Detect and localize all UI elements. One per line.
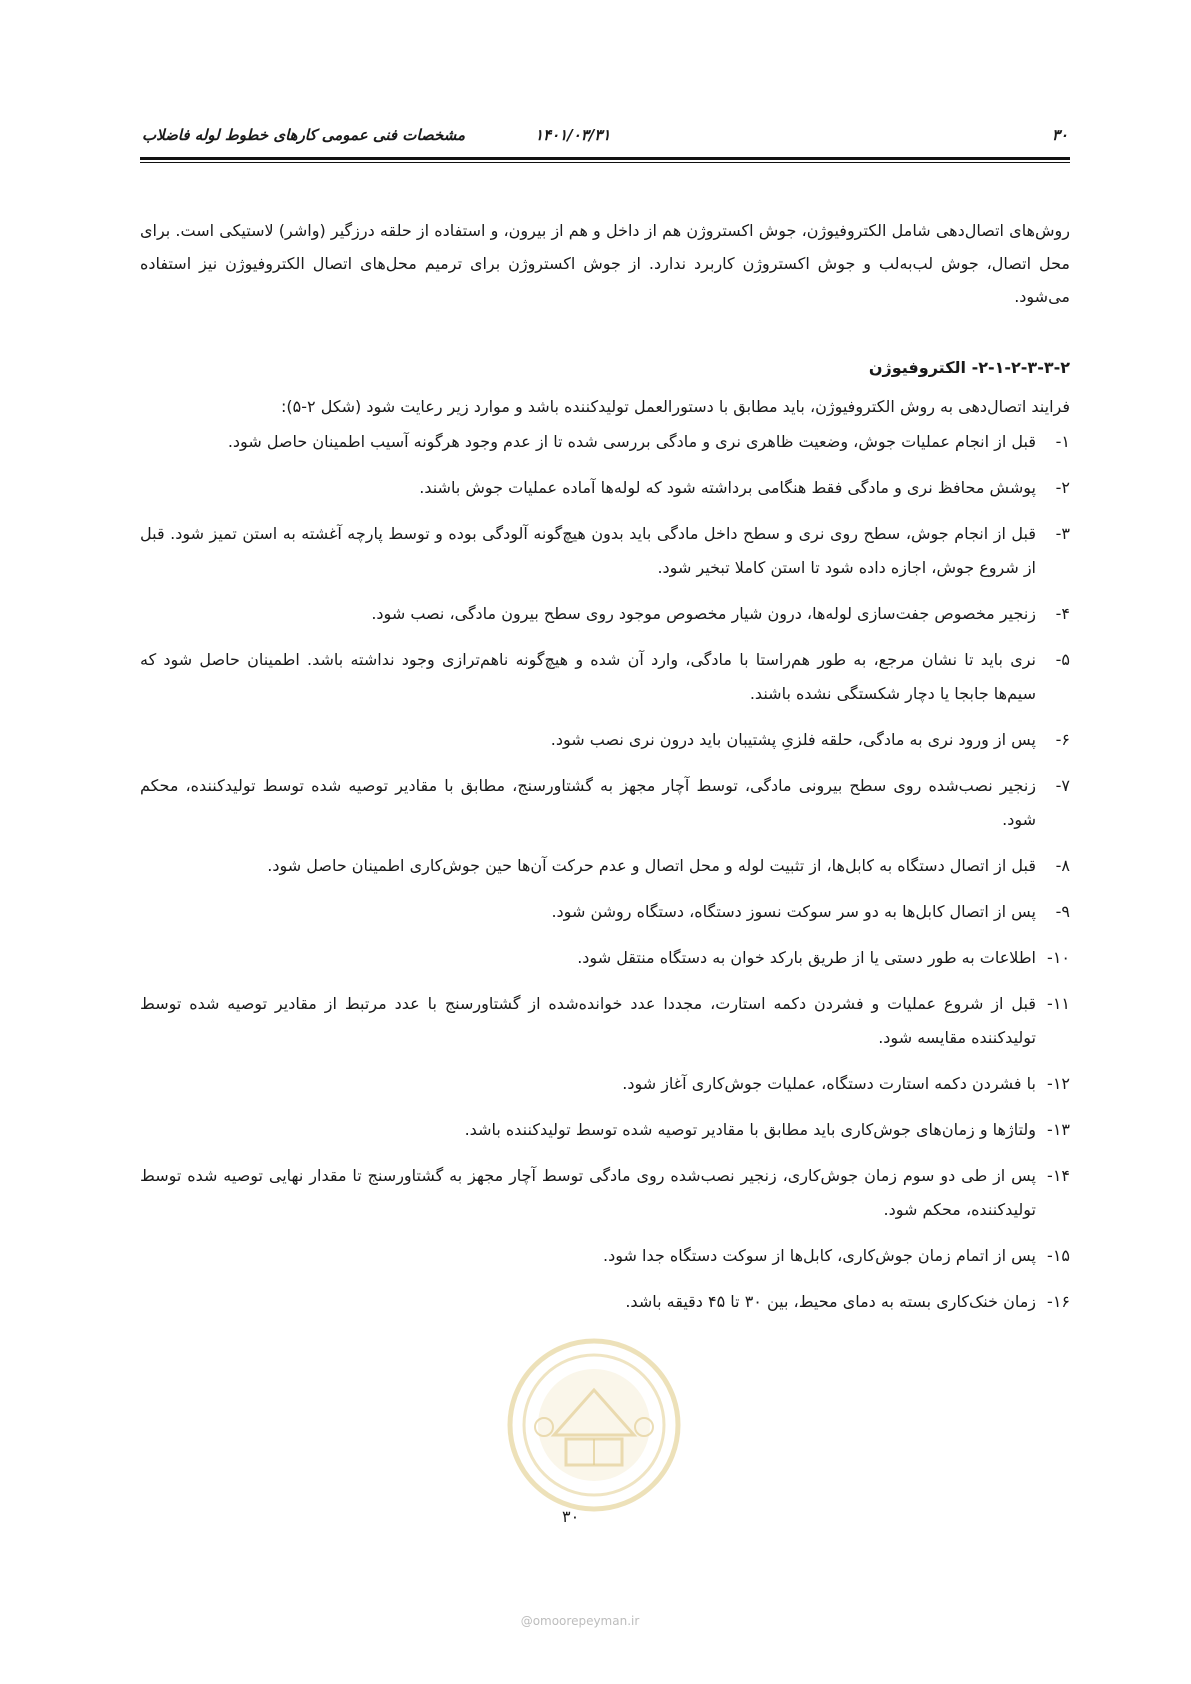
footer-watermark: @omoorepeyman.ir bbox=[520, 1614, 640, 1628]
list-item-text: قبل از شروع عملیات و فشردن دکمه استارت، مجددا عدد خوانده‌شده از گشتاورسنج با عدد مرتبط از مقادیر توصیه شده توسط تولیدکننده مقایسه شود. bbox=[140, 994, 1036, 1047]
list-item-number: ۱- bbox=[1055, 432, 1070, 451]
list-item-number: ۹- bbox=[1055, 902, 1070, 921]
list-item-text: نری باید تا نشان مرجع، به طور هم‌راستا با مادگی، وارد آن شده و هیچ‌گونه ناهم‌ترازی وجود نداشته باشد. اطمینان حاصل شود که سیم‌ها جابجا یا دچار شکستگی نشده باشند. bbox=[140, 650, 1036, 703]
list-item-text: زنجیر نصب‌شده روی سطح بیرونی مادگی، توسط آچار مجهز به گشتاورسنج، مطابق با مقادیر توصیه شده توسط تولیدکننده، محکم شود. bbox=[140, 776, 1036, 829]
list-item-number: ۱۳- bbox=[1047, 1120, 1070, 1139]
list-item-text: پس از ورود نری به مادگی، حلقه فلزیِ پشتیبان باید درون نری نصب شود. bbox=[550, 730, 1036, 749]
document-body bbox=[140, 214, 1070, 1331]
list-item-text: ولتاژها و زمان‌های جوش‌کاری باید مطابق با مقادیر توصیه شده توسط تولیدکننده باشد. bbox=[464, 1120, 1036, 1139]
list-item-text: قبل از انجام جوش، سطح روی نری و سطح داخل مادگی باید بدون هیچ‌گونه آلودگی بوده و توسط پارچه آغشته به استن تمیز شود. قبل از شروع جوش، اجازه داده شود تا استن کاملا تبخیر شود. bbox=[140, 524, 1036, 577]
list-item-number: ۲- bbox=[1055, 478, 1070, 497]
list-item-number: ۱۱- bbox=[1047, 994, 1070, 1013]
list-item-number: ۱۶- bbox=[1047, 1292, 1070, 1311]
list-item-number: ۳- bbox=[1055, 524, 1070, 543]
page-header bbox=[140, 120, 1070, 150]
header-page-number: ۳۰ bbox=[1051, 126, 1068, 144]
page-number: ۳۰ bbox=[562, 1507, 580, 1526]
list-item bbox=[140, 987, 1070, 1055]
header-date: ۱۴۰۱/۰۳/۳۱ bbox=[535, 126, 611, 144]
section-heading: ۲-۱-۲-۳-۳-۲- الکتروفیوژن bbox=[868, 358, 1070, 377]
requirements-list bbox=[140, 425, 1070, 1319]
list-item-number: ۱۲- bbox=[1047, 1074, 1070, 1093]
list-item-text: زنجیر مخصوص جفت‌سازی لوله‌ها، درون شیار مخصوص موجود روی سطح بیرون مادگی، نصب شود. bbox=[371, 604, 1036, 623]
list-item-number: ۱۴- bbox=[1047, 1166, 1070, 1185]
list-item-text: پس از طی دو سوم زمان جوش‌کاری، زنجیر نصب‌شده روی مادگی توسط آچار مجهز به گشتاورسنج تا مقدار نهایی توصیه شده توسط تولیدکننده، محکم شود. bbox=[140, 1166, 1036, 1219]
intro-paragraph: روش‌های اتصال‌دهی شامل الکتروفیوژن، جوش اکستروژن هم از داخل و هم از بیرون، و استفاده از حلقه درزگیر (واشر) لاستیکی است. برای محل اتصال، جوش لب‌به‌لب و جوش اکستروژن کاربرد ندارد. از جوش اکستروژن برای ترمیم محل‌های اتصال الکتروفیوژن نیز استفاده می‌شود. bbox=[140, 221, 1070, 306]
list-item-text: پس از اتصال کابل‌ها به دو سر سوکت نسوز دستگاه، دستگاه روشن شود. bbox=[551, 902, 1036, 921]
list-item bbox=[140, 941, 1070, 975]
list-item bbox=[140, 1239, 1070, 1273]
header-rule-thick bbox=[140, 157, 1070, 160]
list-item bbox=[140, 849, 1070, 883]
list-item bbox=[140, 471, 1070, 505]
list-item bbox=[140, 895, 1070, 929]
list-item bbox=[140, 643, 1070, 711]
list-item bbox=[140, 1159, 1070, 1227]
list-item-number: ۱۵- bbox=[1047, 1246, 1070, 1265]
list-item-number: ۴- bbox=[1055, 604, 1070, 623]
list-item-text: قبل از اتصال دستگاه به کابل‌ها، از تثبیت لوله و محل اتصال و عدم حرکت آن‌ها حین جوش‌کاری اطمینان حاصل شود. bbox=[267, 856, 1036, 875]
watermark-seal bbox=[504, 1335, 684, 1515]
list-item bbox=[140, 597, 1070, 631]
header-title: مشخصات فنی عمومی کارهای خطوط لوله فاضلاب bbox=[142, 126, 466, 144]
list-item bbox=[140, 425, 1070, 459]
list-item bbox=[140, 1067, 1070, 1101]
list-item-number: ۷- bbox=[1055, 776, 1070, 795]
list-item bbox=[140, 723, 1070, 757]
list-item bbox=[140, 517, 1070, 585]
list-item-text: با فشردن دکمه استارت دستگاه، عملیات جوش‌کاری آغاز شود. bbox=[622, 1074, 1036, 1093]
list-item bbox=[140, 769, 1070, 837]
list-item bbox=[140, 1285, 1070, 1319]
list-item bbox=[140, 1113, 1070, 1147]
section-intro: فرایند اتصال‌دهی به روش الکتروفیوژن، باید مطابق با دستورالعمل تولیدکننده باشد و موارد زیر رعایت شود (شکل ۲-۵): bbox=[281, 397, 1070, 416]
list-item-number: ۱۰- bbox=[1047, 948, 1070, 967]
header-rule-thin bbox=[140, 162, 1070, 163]
list-item-text: پس از اتمام زمان جوش‌کاری، کابل‌ها از سوکت دستگاه جدا شود. bbox=[603, 1246, 1036, 1265]
list-item-number: ۵- bbox=[1055, 650, 1070, 669]
list-item-number: ۸- bbox=[1055, 856, 1070, 875]
list-item-text: قبل از انجام عملیات جوش، وضعیت ظاهری نری و مادگی بررسی شده تا از عدم وجود هرگونه آسیب اطمینان حاصل شود. bbox=[227, 432, 1036, 451]
list-item-text: زمان خنک‌کاری بسته به دمای محیط، بین ۳۰ تا ۴۵ دقیقه باشد. bbox=[625, 1292, 1036, 1311]
list-item-text: اطلاعات به طور دستی یا از طریق بارکد خوان به دستگاه منتقل شود. bbox=[577, 948, 1036, 967]
list-item-number: ۶- bbox=[1055, 730, 1070, 749]
list-item-text: پوشش محافظ نری و مادگی فقط هنگامی برداشته شود که لوله‌ها آماده عملیات جوش باشند. bbox=[419, 478, 1036, 497]
